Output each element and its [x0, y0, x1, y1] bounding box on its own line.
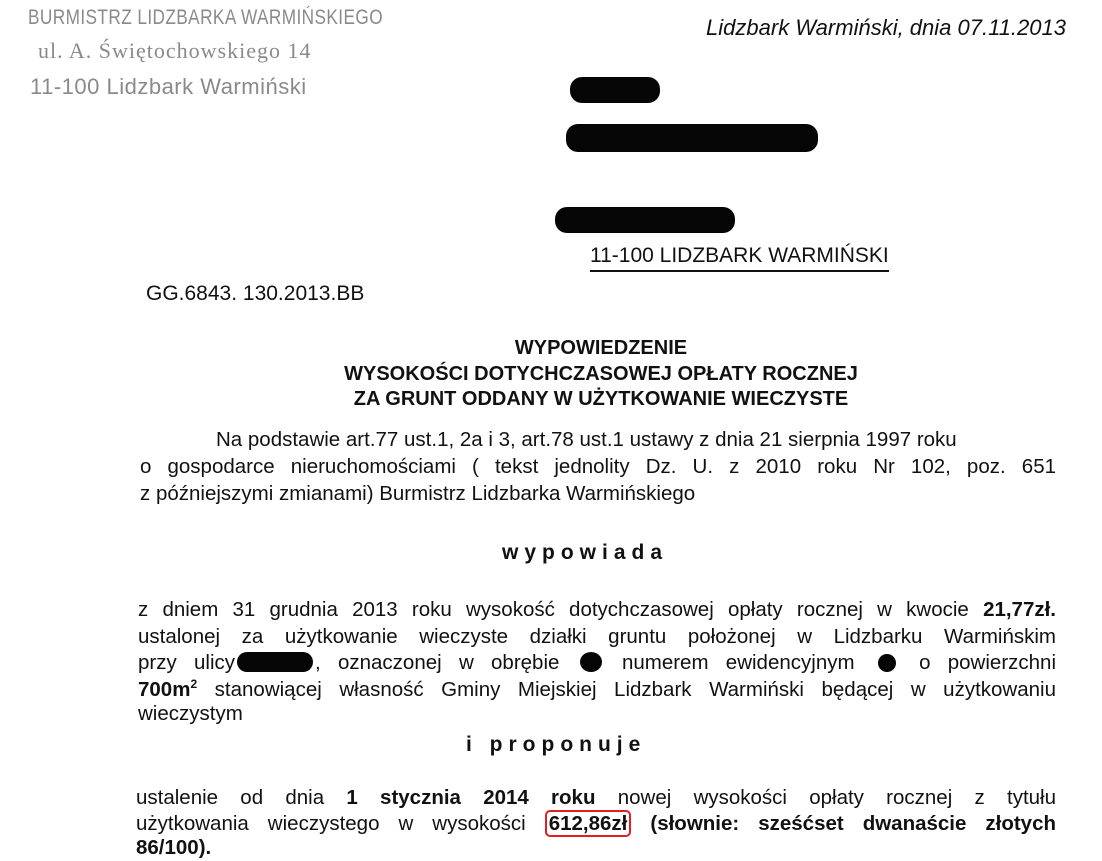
new-fee-start-date: 1 stycznia 2014 roku	[346, 786, 596, 809]
clause1-line-3-a: przy ulicy	[138, 651, 236, 674]
redacted-street-name	[237, 652, 313, 672]
heading-proponuje: i proponuje	[466, 733, 647, 756]
clause1-line-1	[138, 598, 1056, 622]
document-title-line-3: ZA GRUNT ODDANY W UŻYTKOWANIE WIECZYSTE	[353, 388, 849, 410]
new-fee-amount: 612,86zł	[545, 810, 632, 837]
stamp-line-office: BURMISTRZ LIDZBARKA WARMIŃSKIEGO	[28, 6, 384, 29]
clause1-line-3	[138, 651, 1056, 675]
redacted-addressee-name-2	[566, 124, 818, 152]
stamp-line-street: ul. A. Świętochowskiego 14	[38, 38, 312, 63]
parcel-area-unit-exponent: 2	[190, 677, 198, 691]
new-fee-amount-cents: 86/100).	[136, 836, 212, 859]
stamp-line-city: 11-100 Lidzbark Warmiński	[30, 74, 307, 99]
new-fee-amount-in-words: (słownie: sześćset dwanaście złotych	[650, 812, 1057, 835]
heading-wypowiada: wypowiada	[502, 541, 669, 564]
intro-line-3: z późniejszymi zmianami) Burmistrz Lidzbarka Warmińskiego	[140, 482, 696, 505]
clause2-line-2-a: użytkowania wieczystego w wysokości	[136, 812, 526, 835]
redacted-addressee-street	[555, 207, 735, 233]
clause1-line-4	[138, 677, 1056, 702]
parcel-area	[138, 678, 197, 701]
reference-number: GG.6843. 130.2013.BB	[146, 282, 365, 305]
clause2-line-2	[136, 812, 1056, 836]
clause2-line-1	[136, 786, 1056, 810]
clause2-line-1-a: ustalenie od dnia	[136, 786, 325, 809]
addressee-city: 11-100 LIDZBARK WARMIŃSKI	[590, 244, 889, 272]
clause1-line-1-text: z dniem 31 grudnia 2013 roku wysokość dotychczasowej opłaty rocznej w kwocie	[138, 598, 969, 621]
place-date: Lidzbark Warmiński, dnia 07.11.2013	[706, 15, 1066, 40]
redacted-precinct	[580, 652, 602, 672]
intro-line-2: o gospodarce nieruchomościami ( tekst jednolity Dz. U. z 2010 roku Nr 102, poz. 651	[140, 455, 1056, 478]
redacted-parcel-number	[878, 654, 896, 672]
clause1-line-3-b: , oznaczonej w obrębie	[315, 651, 560, 674]
clause1-line-2: ustalonej za użytkowanie wieczyste działki gruntu położonej w Lidzbarku Warmińskim	[138, 625, 1056, 648]
clause1-line-4-text: stanowiącej własność Gminy Miejskiej Lidzbark Warmiński będącej w użytkowaniu	[214, 677, 1056, 701]
clause1-line-5: wieczystym	[138, 702, 243, 725]
intro-line-1: Na podstawie art.77 ust.1, 2a i 3, art.78 ust.1 ustawy z dnia 21 sierpnia 1997 roku	[216, 428, 957, 451]
clause2-line-3	[136, 836, 211, 860]
clause2-line-1-b: nowej wysokości opłaty rocznej z tytułu	[617, 786, 1057, 809]
old-fee-amount: 21,77zł.	[983, 598, 1057, 621]
clause1-line-3-c: numerem ewidencyjnym	[621, 651, 855, 674]
parcel-area-value: 700m	[138, 677, 191, 701]
document-title-line-1: WYPOWIEDZENIE	[514, 337, 688, 359]
document-title-line-2: WYSOKOŚCI DOTYCHCZASOWEJ OPŁATY ROCZNEJ	[344, 363, 858, 385]
clause1-line-3-d: o powierzchni	[919, 651, 1057, 674]
redacted-addressee-name	[570, 77, 660, 103]
